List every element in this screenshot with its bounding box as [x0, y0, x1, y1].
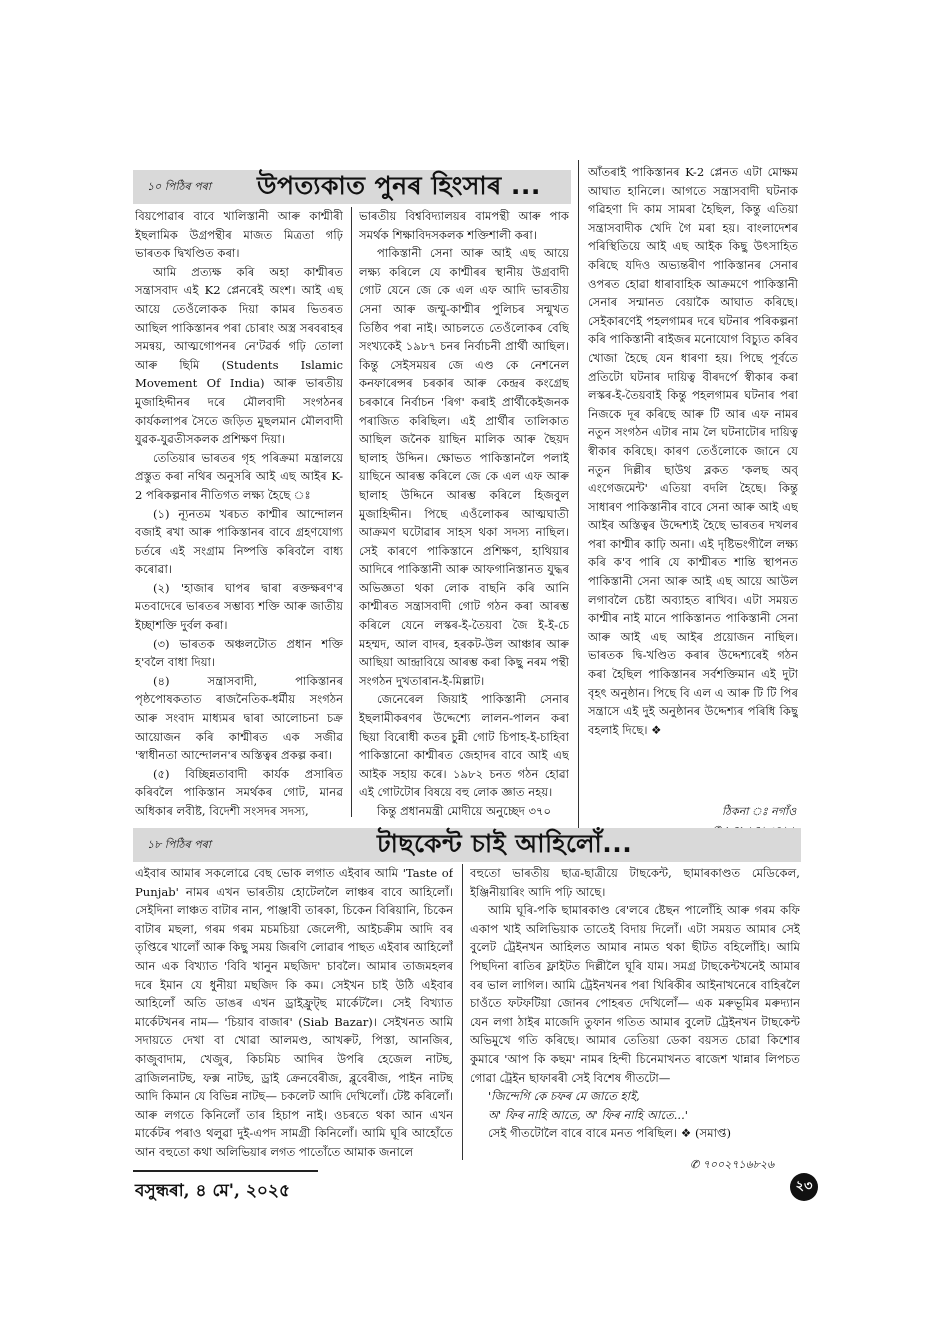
- article2-column-2: [470, 864, 800, 1154]
- paragraph: বহুতো ভাৰতীয় ছাত্ৰ-ছাত্ৰীয়ে টাছকেন্ট, ছামাৰকাণ্ডত মেডিকেল, ইঞ্জিনীয়াৰিং আদি পঢ়ি আছে।: [470, 866, 800, 899]
- paragraph: (১) ন্যূনতম খৰচত কাশ্মীৰ আন্দোলন বজাই ৰখা আৰু পাকিস্তানৰ বাবে গ্ৰহণযোগ্য চৰ্তৰে এই সংগ্ৰাম নিষ্পত্তি কৰিবলৈ বাধ্য কৰোৱা।: [135, 506, 343, 577]
- paragraph: জেনেৰেল জিয়াই পাকিস্তানী সেনাৰ ইছলামীকৰণৰ উদ্দেশ্যে লালন-পালন কৰা ছিয়া বিৰোধী কতৰ চুন্নী গোট চিপাহ-ই-চাহিবা পাকিস্তানো কাশ্মীৰত জেহাদৰ বাবে আই এছ আইক সহায় কৰে। ১৯৮২ চনত গঠন হোৱা এই গোটটোৰ বিষয়ে বহু লোক জ্ঞাত নহয়।: [359, 692, 569, 800]
- paragraph: (৪) সন্ত্ৰাসবাদী, পাকিস্তানৰ পৃষ্ঠপোষকতাত ৰাজনৈতিক-ধৰ্মীয় সংগঠন আৰু সংবাদ মাধ্যমৰ দ্বাৰা আলোচনা চক্ৰ আয়োজন কৰি কাশ্মীৰত এক সজীৱ 'স্বাধীনতা আন্দোলন'ৰ অস্তিত্বৰ প্ৰকল্প কৰা।: [135, 673, 343, 763]
- paragraph: ভাৰতীয় বিশ্ববিদ্যালয়ৰ বামপন্থী আৰু পাক সমৰ্থক শিক্ষাবিদসকলক শক্তিশালী কৰা।: [359, 209, 569, 242]
- paragraph: এইবাৰ আমাৰ সকলোৱে বেছ ভোক লগাত এইবাৰ আমি 'Taste of Punjab' নামৰ এখন ভাৰতীয় হোটেললৈ লাঞ্চৰ বাবে আহিলোঁ। সেইদিনা লাঞ্চত বাটাৰ নান, পাঞ্জাবী তাৰকা, চিকেন বিৰিয়ানি, চিকেন বাটাৰ মছলা, গৰম গৰম মচমচিয়া জেলেপী, আইচক্ৰীম আদি বৰ তৃপ্তিৰে খালোঁ আৰু কিছু সময় জিৰণি লোৱাৰ পাছত এইবাৰ আহিলোঁ আন এক বিখ্যাত 'বিবি খানুন মছজিদ' চাবলৈ। আমাৰ তাজমহলৰ দৰে ইমান যে ধুনীয়া মছজিদ কি কম। সেইখন চাই উঠি এইবাৰ আহিলোঁ অতি ডাঙৰ এখন ড্ৰাইফ্ৰুট্‌ছ মাৰ্কেটলৈ। সেই বিখ্যাত মাৰ্কেটখনৰ নাম— 'চিয়াব বাজাৰ' (Siab Bazar)। সেইখনত আমি সদায়তে দেখা বা খোৱা আলমণ্ড, আখৰুট, পিস্তা, আনজিৰ, কাজুবাদাম, খেজুৰ, কিচমিচ আদিৰ উপৰি হেজেল নাটছ, ব্ৰাজিলনাটছ, ফক্স নাটছ, ড্ৰাই ক্ৰেনবেৰীজ, ব্লুবেৰীজ, পাইন নাটছ আদি কিমান যে বিভিন্ন নাটছ— চকলেট আদি দেখিলোঁ। টেষ্ট কৰিলোঁ। আৰু লগতে কিনিলোঁ তাৰ হিচাপ নাই। ওচৰতে থকা আন এখন মাৰ্কেটৰ পৰাও থলুৱা দুই-এপদ সামগ্ৰী কিনিলোঁ। আমি ঘূৰি আহোঁতে আন বহুতো কথা অলিভিয়াৰ লগত পাতোঁতে আমাক জনালে: [135, 866, 453, 1159]
- paragraph: আমি ঘূৰি-পকি ছামাৰকাণ্ড ৰে'লৰে ষ্টেছন পালোঁহি আৰু গৰম কফি একাপ খাই অলিভিয়াক তাতেই বিদায় দিলোঁ। এটা সময়ত আমাৰ সেই বুলেট ট্ৰেইনখন আহিলত আমাৰ নামত থকা ছীটত বহিলোঁহি। আমি পিছদিনা ৰাতিৰ ফ্লাইটত দিল্লীলৈ ঘূৰি যাম। সমগ্ৰ টাছকেন্টখনেই আমাৰ বৰ ভাল লাগিল। আমি ট্ৰেইনখনৰ পৰা খিৰিকীৰ আইনাখনেৰে বাহিৰলৈ চাওঁতে ফটফটিয়া জোনৰ পোহৰত দেখিলোঁ— এক মৰুভূমিৰ মৰুদ্যান যেন লগা ঠাইৰ মাজেদি তুফান গতিত আমাৰ বুলেট ট্ৰেইনখন টাছকেন্ট অভিমুখে গতি কৰিছে। আমাৰ তেতিয়া ডেকা বয়সত চোৱা কিশোৰ কুমাৰে 'আপ কি কছম' নামৰ হিন্দী চিনেমাখনত ৰাজেশ খান্নাৰ লিপচত গোৱা ট্ৰেইন ছাফাৰৰী সেই বিশেষ গীতটো—: [470, 903, 800, 1085]
- paragraph: আঁতৰাই পাকিস্তানৰ K-2 প্লেনত এটা মোক্ষম আঘাত হানিলে। আগতে সন্ত্ৰাসবাদী ঘটনাক গৱিহণা দি কাম সামৰা হৈছিল, কিন্তু এতিয়া সন্ত্ৰাসবাদীক খেদি গৈ মৰা হয়। বাংলাদেশৰ পৰিস্থিতিয়ে আই এছ আইক কিছু উৎসাহিত কৰিছে যদিও অভ্যন্তৰীণ পাকিস্তানৰ সেনাৰ ওপৰত হোৱা ধাৰাবাহিক আক্ৰমণে পাকিস্তানী সেনাৰ সন্মানত বেয়াকৈ আঘাত কৰিছে। সেইকাৰণেই পহলগামৰ দৰে ঘটনাৰ পৰিকল্পনা কৰি পাকিস্তানী ৰাইজৰ মনোযোগ বিচ্যুত কৰিব খোজা হৈছে যেন ধাৰণা হয়। পিছে পূৰ্বতে প্ৰতিটো ঘটনাৰ দায়িত্ব বীৰদৰ্পে স্বীকাৰ কৰা লস্কৰ-ই-তৈয়বাই কিন্তু পহলগামৰ ঘটনাৰ পৰা নিজকে দূৰ কৰিছে আৰু টি আৰ এফ নামৰ নতুন সংগঠন এটাৰ নাম লৈ ঘটনাটোৰ দায়িত্ব স্বীকাৰ কৰিছে। কাৰণ তেওঁলোকে জানে যে নতুন দিল্লীৰ ছাউথ ব্লকত 'কলছ অব্‌ এংগেজমেন্ট' এতিয়া বদলি হৈছে। কিন্তু সাধাৰণ পাকিস্তানীৰ বাবে সেনা আৰু আই এছ আইৰ অস্তিত্বৰ উদ্দেশ্যই হৈছে ভাৰতৰ দখলৰ পৰা কাশ্মীৰ কাঢ়ি অনা। এই দৃষ্টিভংগীলৈ লক্ষ্য কৰি ক'ব পাৰি যে কাশ্মীৰত শান্তি স্থাপনত পাকিস্তানী সেনা আৰু আই এছ আয়ে আউল লগাবলৈ চেষ্টা অব্যাহত ৰাখিব। এটা সময়ত কাশ্মীৰ নাই মানে পাকিস্তানত পাকিস্তানী সেনা আৰু আই এছ আইৰ প্ৰয়োজন নাছিল। ভাৰতক দ্বি-খণ্ডিত কৰাৰ উদ্দেশ্যৰেই গঠন কৰা হৈছিল পাকিস্তানৰ সৰ্বশক্তিমান এই দুটা বৃহৎ অনুষ্ঠান। পিছে বি এল এ আৰু টি টি পিৰ সন্ত্ৰাসে এই দুই অনুষ্ঠানৰ উদ্দেশ্যৰ পৰিধি কিছু বহলাই দিছে। ❖: [588, 165, 798, 737]
- paragraph: পাকিস্তানী সেনা আৰু আই এছ আয়ে লক্ষ্য কৰিলে যে কাশ্মীৰৰ স্থানীয় উগ্ৰবাদী গোট যেনে জে কে এল এফ আদি ভাৰতীয় সেনা আৰু জম্মু-কাশ্মীৰ পুলিচৰ সন্মুখত তিষ্ঠিব পৰা নাই। আচলতে তেওঁলোকৰ বেছি সংখ্যকেই ১৯৮৭ চনৰ নিৰ্বাচনী প্ৰাৰ্থী আছিল। কিন্তু সেইসময়ৰ জে এণ্ড কে নেশনেল কনফাৰেন্সৰ চৰকাৰ আৰু কেন্দ্ৰৰ কংগ্ৰেছ চৰকাৰে নিৰ্বাচন 'ৰিগ' কৰাই প্ৰাৰ্থীকেইজনক পৰাজিত কৰিছিল। এই প্ৰাৰ্থীৰ তালিকাত আছিল জনৈক য়াছিন মালিক আৰু ছৈয়দ ছালাহ উদ্দিন। ক্ষোভত পাকিস্তানলৈ পলাই য়াছিনে আৰম্ভ কৰিলে জে কে এল এফ আৰু ছালাহ উদ্দিনে আৰম্ভ কৰিলে হিজবুল মুজাহিদ্দীন। পিছে এওঁলোকৰ আত্মঘাতী আক্ৰমণ ঘটোৱাৰ সাহস থকা সদস্য নাছিল। সেই কাৰণে পাকিস্তানে প্ৰশিক্ষণ, হাথিয়াৰ আদিৰে পাকিস্তানী আৰু আফগানিস্তানত যুদ্ধৰ অভিজ্ঞতা থকা লোক বাছনি কৰি আনি কাশ্মীৰত সন্ত্ৰাসবাদী গোট গঠন কৰা আৰম্ভ কৰিলে যেনে লস্কৰ-ই-তৈয়বা জৈ ই-ই-চে মহম্মদ, আল বাদৰ, হৰকট-উল আঞ্চাৰ আৰু আছিয়া আন্দ্ৰাবিয়ে আৰম্ভ কৰা কিছু নৰম পন্থী সংগঠন দুখতাৰান-ই-মিল্লাট।: [359, 246, 569, 688]
- paragraph: (২) 'হাজাৰ ঘাপৰ দ্বাৰা ৰক্তক্ষৰণ'ৰ মতবাদেৰে ভাৰতৰ সম্ভাব্য শক্তি আৰু জাতীয় ইচ্ছাশক্তি দুৰ্বল কৰা।: [135, 580, 343, 633]
- article2-continued-from: ১৮ পিঠিৰ পৰা: [147, 837, 211, 851]
- article2-column-1: [135, 864, 453, 1160]
- paragraph: বিয়পোৱাৰ বাবে খালিস্তানী আৰু কাশ্মীৰী ইছলামিক উগ্ৰপন্থীৰ মাজত মিত্ৰতা গঢ়ি ভাৰতক দ্বিখণ্ডিত কৰা।: [135, 209, 343, 261]
- footer-rule: [133, 1170, 318, 1172]
- paragraph: কিন্তু প্ৰধানমন্ত্ৰী মোদীয়ে অনুচ্ছেদ ৩৭০: [377, 804, 552, 818]
- column-divider: [462, 864, 463, 1160]
- article1-banner: [133, 170, 571, 204]
- poem-line: 'জিন্দেগি কে চফৰ মে জাতে হাই,: [488, 1089, 640, 1104]
- article1-title: উপত্যকাত পুনৰ হিংসাৰ ...: [257, 170, 541, 200]
- page-number: ২৩: [790, 1173, 818, 1201]
- magazine-issue: বসুন্ধৰা, ৪ মে', ২০২৫: [135, 1181, 291, 1201]
- article1-address: ঠিকনা ঃ নগাঁও: [722, 805, 797, 818]
- article1-continued-from: ১০ পিঠিৰ পৰা: [147, 179, 211, 193]
- paragraph: আমি প্ৰত্যক্ষ কৰি অহা কাশ্মীৰত সন্ত্ৰাসবাদ এই K2 প্লেনৰেই অংশ। আই এছ আয়ে তেওঁলোকক দিয়া কামৰ ভিতৰত আছিল পাকিস্তানৰ পৰা চোৰাং অস্ত্ৰ সৰবৰাহৰ সমন্বয়, আত্মগোপনৰ নে'টৱৰ্ক গঢ়ি তোলা আৰু ছিমি (Students Islamic Movement Of India) আৰু ভাৰতীয় মুজাহিদ্দীনৰ দৰে মৌলবাদী সংগঠনৰ কাৰ্যকলাপৰ সৈতে জড়িত মুছলমান মৌলবাদী যুৱক-যুৱতীসকলক প্ৰশিক্ষণ দিয়া।: [135, 264, 343, 447]
- article2-banner: [133, 828, 801, 862]
- article1-column-3: [588, 163, 798, 761]
- closing-line: সেই গীতটোলৈ বাৰে বাৰে মনত পৰিছিল। ❖ (সমাপ্ত): [488, 1126, 731, 1141]
- paragraph: (৩) ভাৰতক অঞ্চলটোত প্ৰধান শক্তি হ'বলৈ বাধা দিয়া।: [135, 636, 343, 670]
- article2-title: টাছকেন্ট চাই আহিলোঁ...: [377, 828, 633, 858]
- paragraph: (৫) বিচ্ছিন্নতাবাদী কাৰ্যক প্ৰসাৰিত কৰিবলৈ পাকিস্তান সমৰ্থকৰ গোট, মানৱ অধিকাৰ লবীষ্ট, বিদেশী সংসদৰ সদস্য,: [135, 766, 343, 817]
- column-divider: [578, 160, 579, 850]
- article2-phone: ✆ ৭০০২৭১৬৮২৬: [690, 1158, 775, 1171]
- column-divider: [351, 207, 352, 817]
- article1-column-1: [135, 207, 343, 817]
- poem-line: অ' ফিৰ নাহি আতে, অ' ফিৰ নাহি আতে...': [488, 1107, 688, 1122]
- paragraph: তেতিয়াৰ ভাৰতৰ গৃহ পৰিক্ৰমা মন্ত্ৰালয়ে প্ৰস্তুত কৰা নথিৰ অনুসৰি আই এছ আইৰ K-2 পৰিকল্পনাৰ নীতিগত লক্ষ্য হৈছে ঃ: [135, 450, 343, 502]
- article1-column-2: [359, 207, 569, 831]
